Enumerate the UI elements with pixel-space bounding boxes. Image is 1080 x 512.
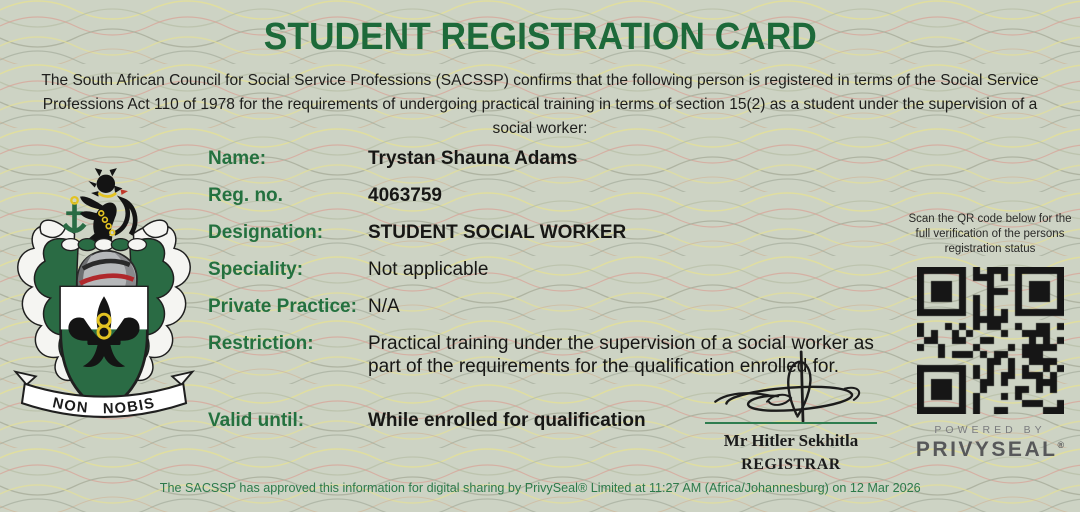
field-label: Name: — [208, 148, 267, 169]
registrar-title: REGISTRAR — [741, 456, 841, 473]
qr-instruction: Scan the QR code below for the full verification of the persons registration status — [908, 213, 1072, 255]
field-value: N/A — [368, 296, 400, 317]
field-label: Private Practice: — [208, 296, 357, 317]
sacssp-crest — [10, 141, 198, 433]
field-value: While enrolled for qualification — [368, 410, 646, 431]
crest-shield — [61, 287, 148, 411]
field-label: Speciality: — [208, 259, 304, 280]
qr-panel — [906, 212, 1074, 462]
crest-torse — [62, 239, 147, 251]
field-row-speciality — [208, 258, 908, 281]
page-title — [0, 16, 1080, 59]
field-value: Practical training under the supervision of a social worker as part of the requirements for the qualification enrolled for. — [368, 333, 874, 377]
powered-by-label: POWERED BY — [934, 424, 1046, 436]
motto-text: NON NOBIS — [51, 395, 157, 418]
intro-text: The South African Council for Social Service Professions (SACSSP) confirms that the following person is registered in terms of the Social Service Professions Act 110 of 1978 for the requirements of undergoing practical training in terms of section 15(2) as a student under the supervision of a social worker: — [41, 72, 1039, 137]
registrar-name: Mr Hitler Sekhitla — [723, 431, 859, 450]
privyseal-logo: PRIVYSEAL® — [915, 438, 1065, 461]
field-value: STUDENT SOCIAL WORKER — [368, 222, 627, 243]
field-label: Restriction: — [208, 333, 314, 354]
coat-of-arms-icon — [10, 141, 198, 433]
field-value: Trystan Shauna Adams — [368, 148, 578, 169]
field-label: Valid until: — [208, 410, 305, 431]
signature-block — [698, 350, 884, 474]
page-title-text: STUDENT REGISTRATION CARD — [263, 16, 817, 58]
signature-scribble-icon — [701, 350, 881, 422]
signature-line — [705, 422, 877, 424]
field-label: Reg. no. — [208, 185, 283, 206]
field-row-private-practice — [208, 295, 908, 318]
crest-helmet — [77, 251, 137, 291]
field-row-reg-no — [208, 184, 908, 207]
field-row-designation — [208, 221, 908, 244]
qr-code — [917, 267, 1064, 414]
registered-mark: ® — [1057, 440, 1065, 450]
footer-note: The SACSSP has approved this information for digital sharing by PrivySeal® Limited at 11:27 AM (Africa/Johannesburg) on 12 Mar 2026 — [159, 480, 921, 495]
field-row-name — [208, 147, 908, 170]
field-value: Not applicable — [368, 259, 489, 280]
field-value: 4063759 — [368, 185, 442, 206]
field-label: Designation: — [208, 222, 324, 243]
